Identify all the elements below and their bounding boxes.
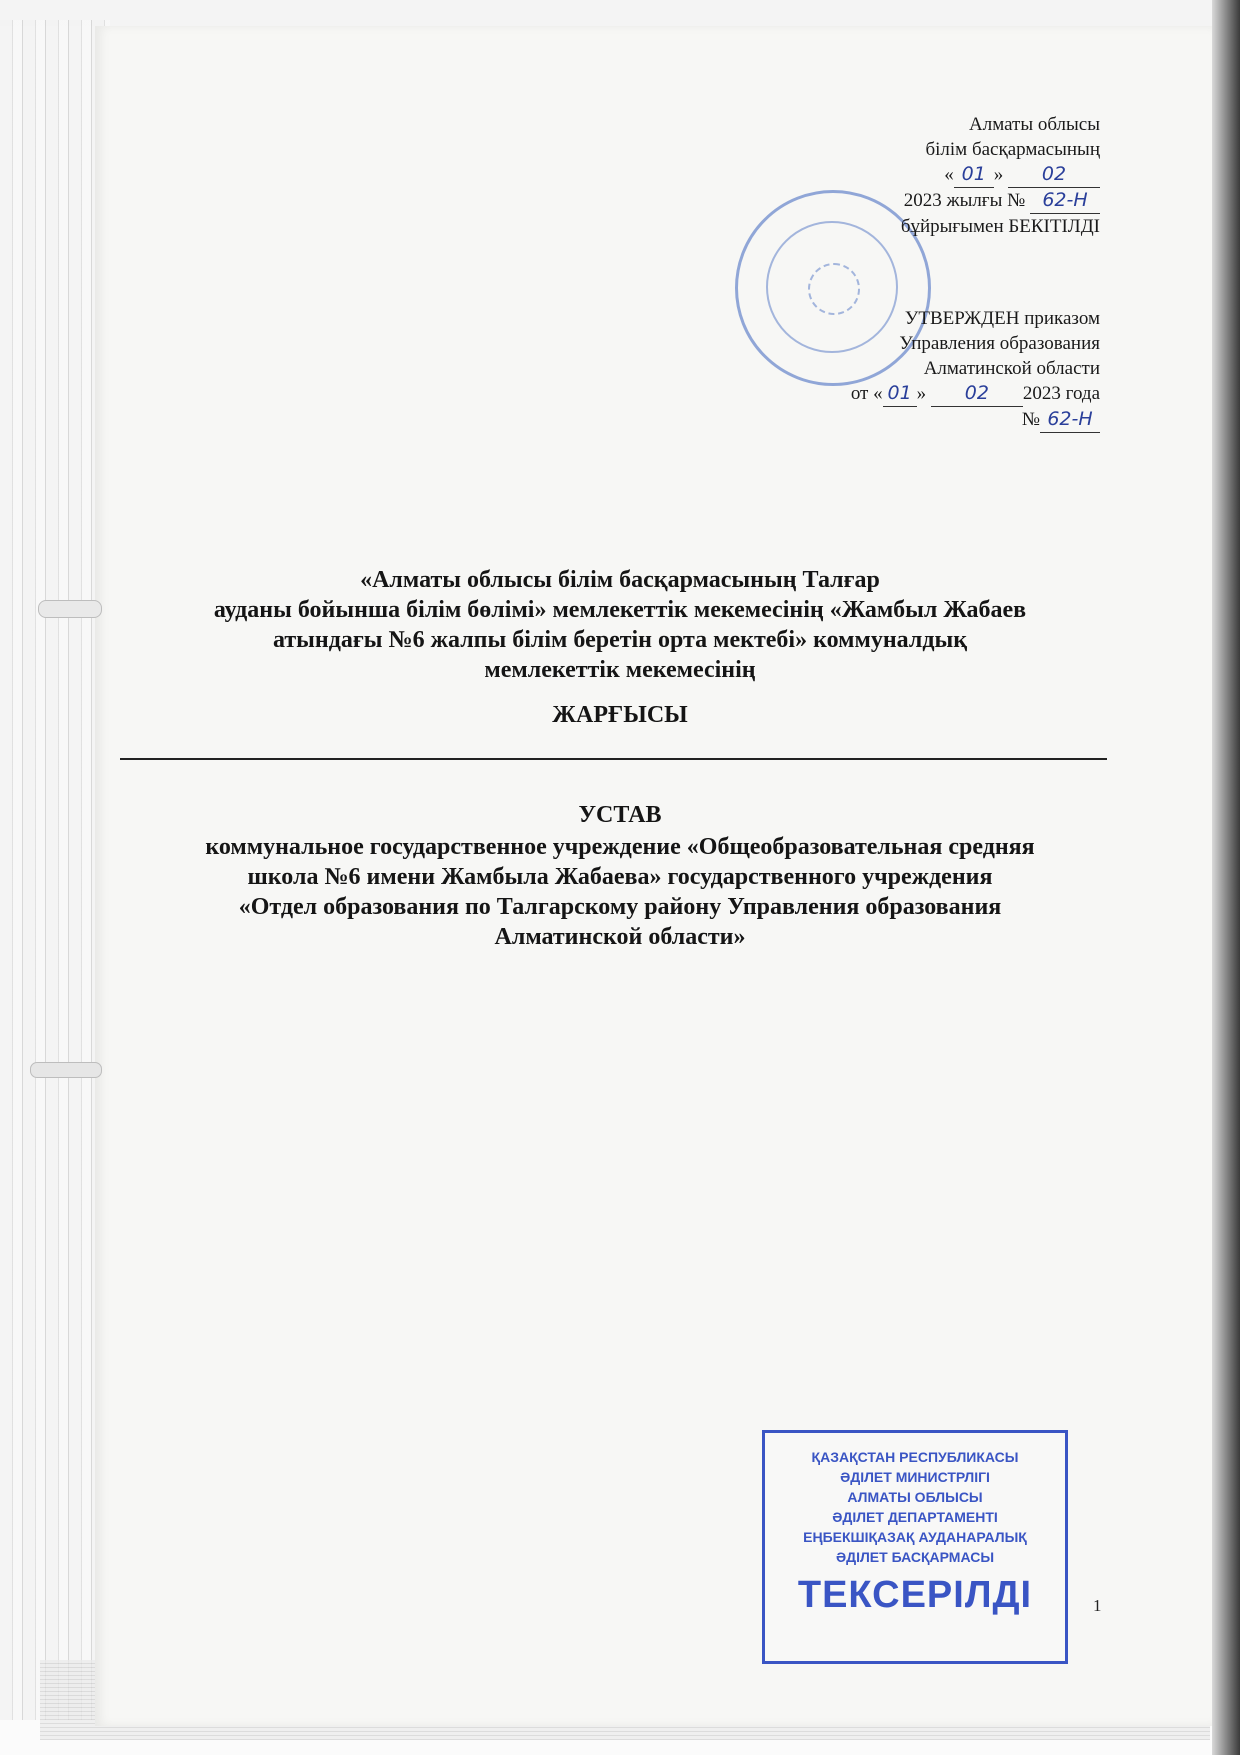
kz-title-line1: «Алматы облысы білім басқармасының Талғар	[360, 567, 880, 593]
stamp-line4: ӘДІЛЕТ ДЕПАРТАМЕНТІ	[832, 1509, 998, 1525]
approval-kz-day: 01	[954, 162, 994, 188]
stamp-line2: ӘДІЛЕТ МИНИСТРЛІГІ	[840, 1469, 990, 1485]
approval-ru-month: 02	[931, 381, 1023, 407]
approval-ru-no-label: №	[1021, 409, 1040, 430]
approval-ru-date: от « 01 » 02 2023 года	[851, 381, 1100, 407]
page-number: 1	[1093, 1596, 1102, 1615]
stamp-line6: ӘДІЛЕТ БАСҚАРМАСЫ	[835, 1549, 995, 1565]
approval-ru-from: от «	[850, 383, 883, 404]
kz-title	[120, 565, 1120, 685]
kz-title-line2: ауданы бойынша білім бөлімі» мемлекеттік мекемесінің «Жамбыл Жабаев	[213, 597, 1027, 623]
approval-kz	[901, 112, 1100, 239]
stamp-line1: ҚАЗАҚСТАН РЕСПУБЛИКАСЫ	[811, 1449, 1019, 1465]
binding-string-bottom	[30, 1062, 102, 1078]
page-stack-left	[0, 20, 110, 1720]
approval-ru-year: 2023 года	[1022, 383, 1100, 404]
approval-kz-line5: бұйрығымен БЕКІТІЛДІ	[900, 216, 1100, 237]
kz-heading: ЖАРҒЫСЫ	[552, 702, 688, 728]
registration-stamp	[762, 1430, 1068, 1664]
approval-kz-line2: білім басқармасының	[925, 139, 1100, 160]
approval-ru-line2: Управления образования	[899, 333, 1100, 354]
stamp-verified: ТЕКСЕРІЛДІ	[797, 1574, 1033, 1616]
ru-title-line4: Алматинской области»	[494, 924, 746, 950]
kz-title-line4: мемлекеттік мекемесінің	[484, 657, 756, 683]
approval-ru-line1: УТВЕРЖДЕН приказом	[904, 308, 1100, 329]
approval-ru	[851, 306, 1100, 433]
kz-title-line3: атындағы №6 жалпы білім беретін орта мектебі» коммуналдық	[272, 627, 968, 653]
approval-kz-line1: Алматы облысы	[969, 114, 1100, 135]
stamp-line5: ЕҢБЕКШІҚАЗАҚ АУДАНАРАЛЫҚ	[803, 1529, 1027, 1545]
ru-heading: УСТАВ	[578, 802, 662, 828]
approval-kz-number-line	[901, 188, 1100, 214]
ru-title-line3: «Отдел образования по Талгарскому району Управления образования	[238, 894, 1002, 920]
approval-ru-number: 62-Н	[1040, 407, 1100, 433]
ru-title-line2: школа №6 имени Жамбыла Жабаева» государственного учреждения	[247, 864, 993, 890]
approval-kz-number: 62-Н	[1030, 188, 1100, 214]
stamp-line3: АЛМАТЫ ОБЛЫСЫ	[847, 1489, 983, 1505]
approval-ru-line3: Алматинской области	[923, 358, 1100, 379]
approval-kz-year: 2023 жылғы №	[903, 190, 1026, 211]
approval-kz-month: 02	[1008, 162, 1100, 188]
ru-title	[120, 832, 1120, 952]
ru-title-line1: коммунальное государственное учреждение «Общеобразовательная средняя	[205, 834, 1035, 860]
approval-ru-number-line	[851, 407, 1100, 433]
scan-top-edge	[0, 0, 1240, 26]
binding-string-top	[38, 600, 102, 618]
scan-right-edge	[1212, 0, 1240, 1755]
approval-ru-day: 01	[883, 381, 917, 407]
approval-kz-date: « 01 » 02	[901, 162, 1100, 188]
divider-line	[120, 758, 1107, 760]
